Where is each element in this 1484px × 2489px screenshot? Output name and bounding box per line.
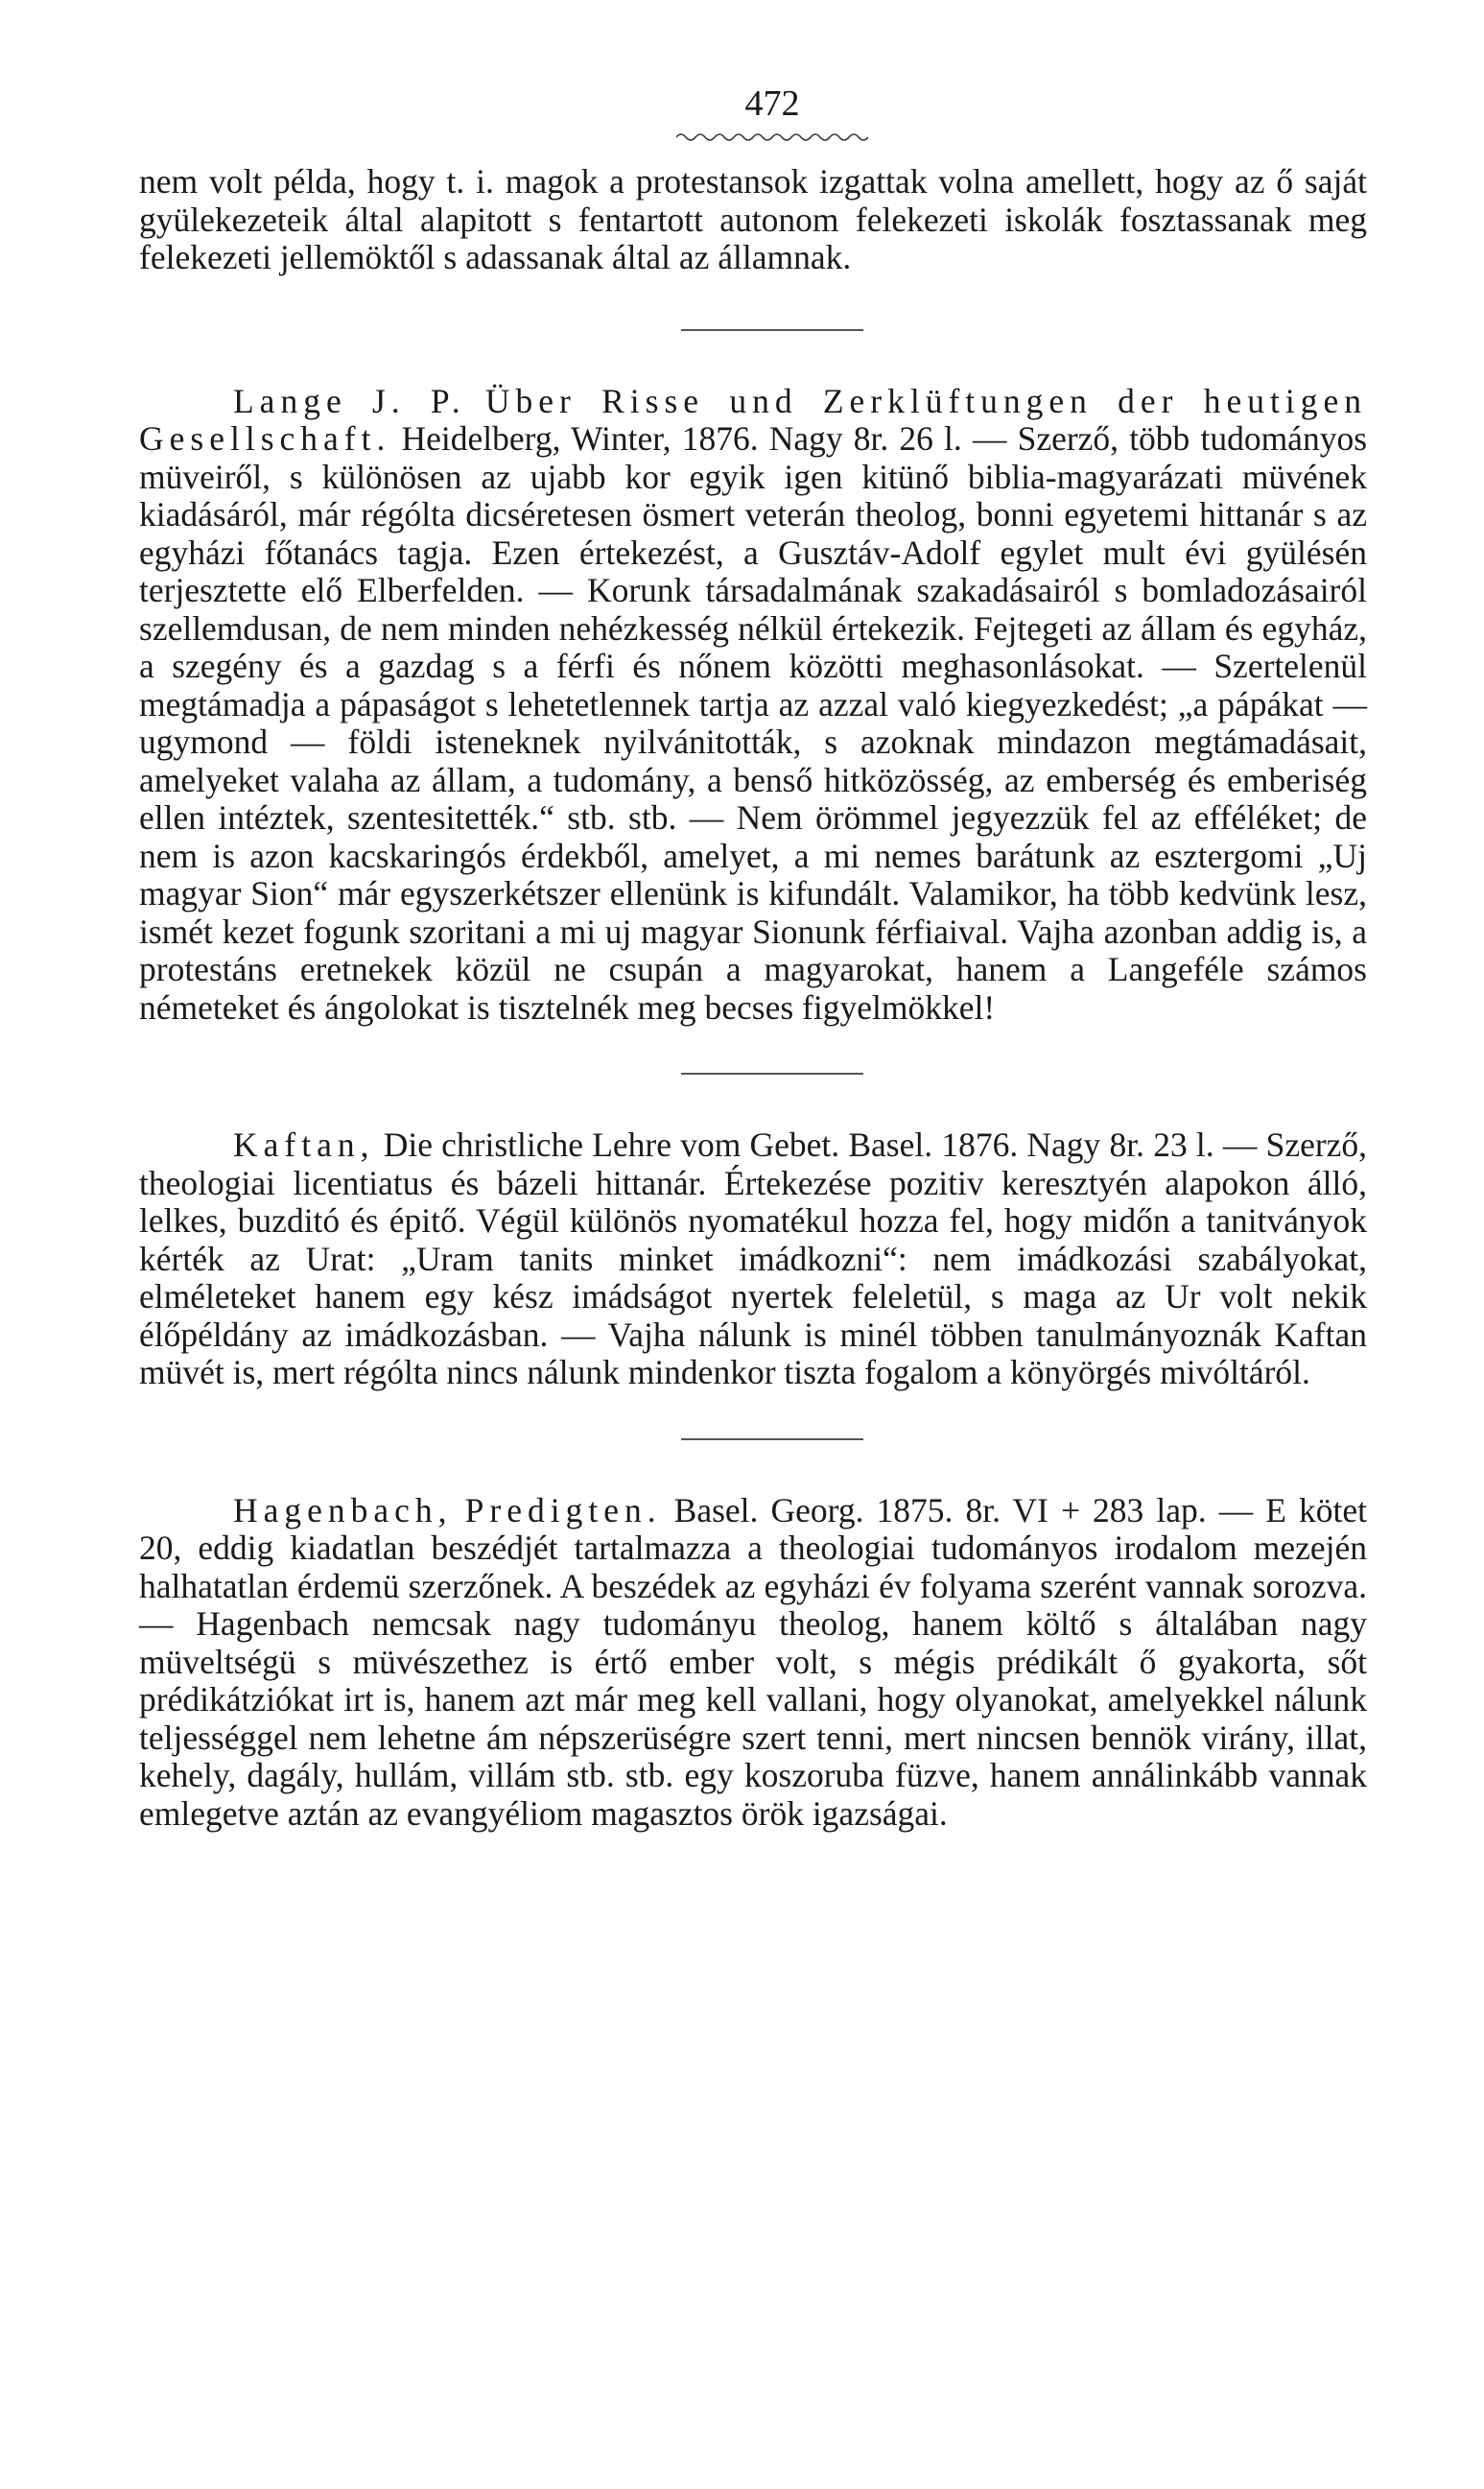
- entry-author: Lange J. P.: [233, 381, 466, 420]
- entry-body: — Szerző, theologiai licentiatus és bázeli hittanár. Értekezése pozitiv keresztyén alapokon álló, lelkes, buzditó és épitő. Végül különös nyomatékul hozza fel, hogy midőn a tanitványok kérték az Urat: „Uram tanits minket imádkozni“: nem imádkozási szabályokat, elméleteket hanem egy kész imádságot nyertek feleletül, s maga az Ur volt nekik élőpéldány az imádkozásban. — Vajha nálunk is minél többen tanulmányoznák Kaftan müvét is, mert régólta nincs nálunk mindenkor tiszta fogalom a könyörgés mivóltáról.: [139, 1126, 1368, 1391]
- section-divider: [681, 1438, 863, 1440]
- entry-title: Die christliche Lehre vom Gebet.: [383, 1126, 840, 1164]
- page-number: 472: [744, 83, 800, 124]
- entry-author: Hagenbach,: [233, 1490, 453, 1529]
- entry-imprint: Basel. 1876. Nagy 8r. 23 l.: [848, 1126, 1214, 1164]
- entry-imprint: Heidelberg, Winter, 1876. Nagy 8r. 26 l.: [401, 419, 962, 458]
- page: [139, 84, 1367, 1833]
- review-entry-lange: [139, 383, 1367, 1028]
- wavy-ornament-icon: [676, 130, 868, 144]
- section-divider: [681, 329, 863, 331]
- entry-title: Predigten.: [464, 1490, 662, 1529]
- entry-body: — E kötet 20, eddig kiadatlan beszédjét tartalmazza a theologiai tudományos irodalom mezején halhatatlan érdemü szerzőnek. A beszédek az egyházi év folyama szerént vannak sorozva. — Hagenbach nemcsak nagy tudományu theolog, hanem költő s általában nagy müveltségü s müvészethez is értő ember volt, s mégis prédikált ő gyakorta, sőt prédikátziókat irt is, hanem azt már meg kell vallani, hogy olyanokat, amelyekkel nálunk teljességgel nem lehetne ám népszerüségre szert tenni, mert nincsen bennök virány, illat, kehely, dagály, hullám, villám stb. stb. egy koszoruba füzve, hanem annálinkább vannak emlegetve aztán az evangyéliom magasztos örök igazságai.: [139, 1490, 1368, 1833]
- review-entry-kaftan: [139, 1126, 1367, 1392]
- entry-imprint: Basel. Georg. 1875. 8r. VI + 283 lap.: [673, 1490, 1207, 1529]
- continuation-paragraph: nem volt példa, hogy t. i. magok a protestansok izgattak volna amellett, hogy az ő saját gyülekezeteik által alapitott s fentartott autonom felekezeti iskolák fosztassanak meg felekezeti jellemöktől s adassanak által az államnak.: [139, 162, 1367, 276]
- review-entry-hagenbach: [139, 1492, 1367, 1834]
- entry-title: Über Risse und Zerklüftungen der heutigen Gesellschaft.: [139, 381, 1368, 458]
- section-divider: [681, 1073, 863, 1075]
- entry-body: — Szerző, több tudományos müveiről, s különösen az ujabb kor egyik igen kitünő biblia-magyarázati müvének kiadásáról, már régólta dicséretesen ösmert veterán theolog, bonni egyetemi hittanár s az egyházi főtanács tagja. Ezen értekezést, a Gusztáv-Adolf egylet mult évi gyülésén terjesztette elő Elberfelden. — Korunk társadalmának szakadásairól s bomladozásairól szellemdusan, de nem minden nehézkesség nélkül értekezik. Fejtegeti az állam és egyház, a szegény és a gazdag s a férfi és nőnem közötti meghasonlásokat. — Szertelenül megtámadja a pápaságot s lehetetlennek tartja az azzal való kiegyezkedést; „a pápákat — ugymond — földi isteneknek nyilvánitották, s azoknak mindazon megtámadásait, amelyeket valaha az állam, a tudomány, a benső hitközösség, az emberség és emberiség ellen intéztek, szentesitették.“ stb. stb. — Nem örömmel jegyezzük fel az efféléket; de nem is azon kacskaringós érdekből, amelyet, a mi nemes barátunk az esztergomi „Uj magyar Sion“ már egyszerkétszer ellenünk is kifundált. Valamikor, ha több kedvünk lesz, ismét kezet fogunk szoritani a mi uj magyar Sionunk férfiaival. Vajha azonban addig is, a protestáns eretnekek közül ne csupán a magyarokat, hanem a Langeféle számos németeket és ángolokat is tisztelnék meg becses figyelmökkel!: [139, 419, 1368, 1027]
- entry-author: Kaftan,: [233, 1126, 375, 1164]
